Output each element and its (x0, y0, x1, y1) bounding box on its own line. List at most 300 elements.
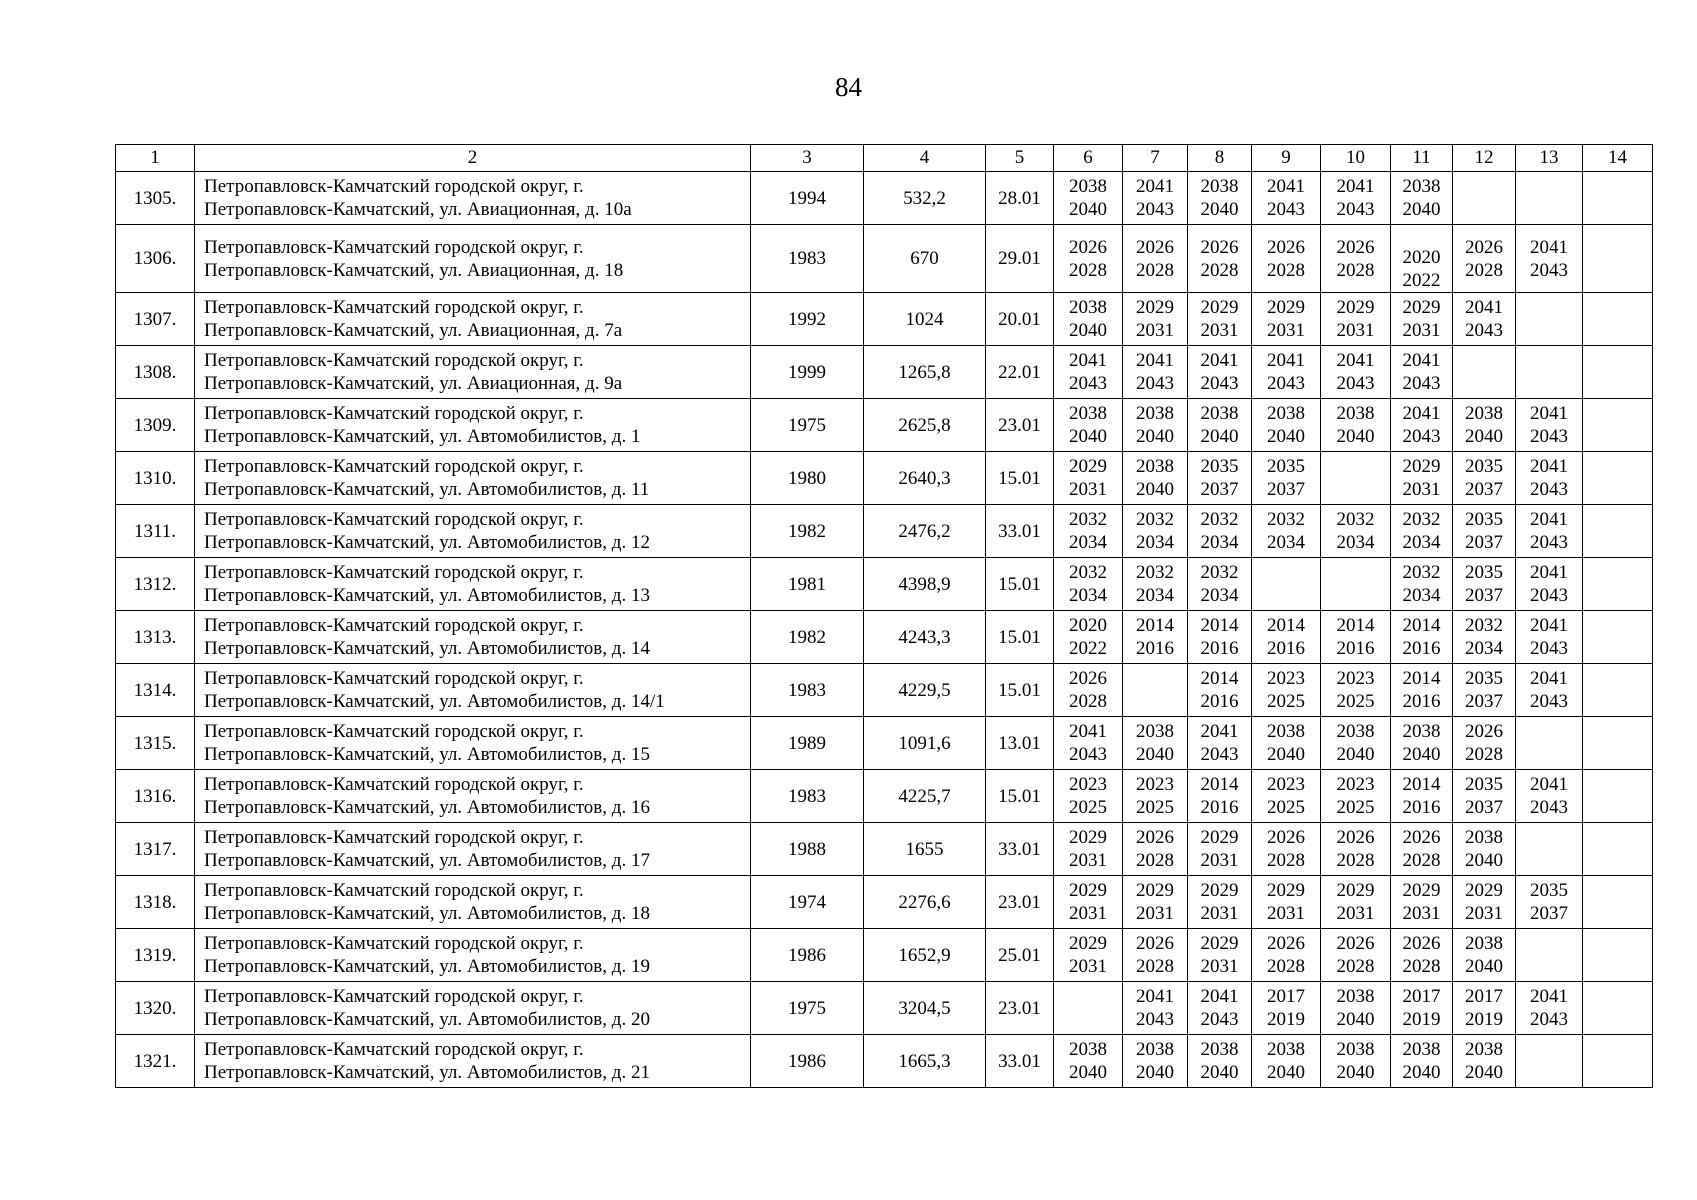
year-range-cell (1321, 823, 1391, 876)
year-value: 2016 (1402, 691, 1441, 712)
year-value: 2041 (1402, 350, 1441, 371)
year-value: 2035 (1465, 774, 1503, 795)
year-value: 2026 (1136, 827, 1174, 848)
year-value: 2029 (1200, 880, 1239, 901)
year-value: 2031 (1402, 320, 1441, 341)
year-value: 2023 (1336, 774, 1375, 795)
year-value: 2025 (1267, 797, 1305, 818)
year-range-cell (1391, 876, 1453, 929)
year-range-cell (1453, 293, 1516, 346)
year-range-cell (1516, 225, 1583, 293)
year-value: 2035 (1465, 509, 1503, 530)
year-value: 2043 (1530, 691, 1568, 712)
year-value: 2034 (1069, 532, 1107, 553)
address-cell (195, 929, 751, 982)
area-value: 670 (864, 225, 986, 293)
year-range-cell (1516, 929, 1583, 982)
year-value: 2031 (1402, 479, 1441, 500)
table-row (116, 558, 1653, 611)
year-value: 2043 (1530, 1009, 1568, 1030)
year-range-cell (1391, 505, 1453, 558)
year-value: 2035 (1465, 562, 1503, 583)
row-number: 1321. (116, 1035, 195, 1088)
year-value: 2031 (1200, 850, 1239, 871)
year-value: 2038 (1465, 1039, 1503, 1060)
year-range-cell (1583, 611, 1653, 664)
build-year: 1975 (751, 399, 864, 452)
area-value: 4243,3 (864, 611, 986, 664)
year-range-cell (1252, 717, 1321, 770)
year-value: 2040 (1136, 479, 1174, 500)
year-value: 2035 (1200, 456, 1239, 477)
year-value: 2029 (1267, 297, 1305, 318)
address-line: Петропавловск-Камчатский, ул. Автомобилистов, д. 13 (204, 585, 650, 606)
year-range-cell (1516, 823, 1583, 876)
year-range-cell (1123, 225, 1188, 293)
year-range-cell (1321, 1035, 1391, 1088)
year-range-cell (1123, 929, 1188, 982)
year-range-cell (1188, 505, 1252, 558)
year-value: 2017 (1267, 986, 1305, 1007)
year-value: 2043 (1136, 199, 1174, 220)
year-value: 2017 (1465, 986, 1503, 1007)
build-year: 1983 (751, 225, 864, 293)
year-value: 2040 (1069, 426, 1107, 447)
year-range-cell (1453, 225, 1516, 293)
year-value: 2032 (1136, 562, 1174, 583)
year-value: 2041 (1530, 615, 1568, 636)
address-line: Петропавловск-Камчатский, ул. Автомобилистов, д. 11 (204, 479, 650, 500)
year-range-cell (1252, 1035, 1321, 1088)
year-value: 2041 (1530, 509, 1568, 530)
year-value: 2031 (1200, 956, 1239, 977)
year-value: 2016 (1336, 638, 1375, 659)
year-value: 2028 (1336, 259, 1375, 281)
year-value: 2037 (1465, 585, 1503, 606)
year-value: 2040 (1136, 426, 1174, 447)
year-value: 2043 (1200, 744, 1239, 765)
year-range-cell (1453, 399, 1516, 452)
year-range-cell (1583, 664, 1653, 717)
build-year: 1986 (751, 1035, 864, 1088)
table-row (116, 611, 1653, 664)
table-row (116, 876, 1653, 929)
year-range-cell (1391, 172, 1453, 225)
year-value: 2014 (1402, 774, 1441, 795)
year-value: 2029 (1336, 880, 1375, 901)
year-value: 2014 (1402, 668, 1441, 689)
year-value: 2029 (1402, 880, 1441, 901)
year-range-cell (1123, 717, 1188, 770)
year-value: 2038 (1267, 1039, 1305, 1060)
year-range-cell (1054, 505, 1123, 558)
year-range-cell (1453, 611, 1516, 664)
year-value: 2026 (1136, 236, 1174, 258)
code-value: 33.01 (986, 1035, 1054, 1088)
table-row (116, 982, 1653, 1035)
year-range-cell (1321, 172, 1391, 225)
address-line: Петропавловск-Камчатский, ул. Автомобилистов, д. 15 (204, 744, 650, 765)
year-range-cell (1516, 452, 1583, 505)
year-value: 2043 (1200, 1009, 1239, 1030)
year-range-cell (1391, 1035, 1453, 1088)
row-number: 1305. (116, 172, 195, 225)
year-value: 2031 (1267, 903, 1305, 924)
table-row (116, 770, 1653, 823)
year-range-cell (1453, 558, 1516, 611)
year-range-cell (1123, 664, 1188, 717)
code-value: 20.01 (986, 293, 1054, 346)
year-value: 2034 (1402, 585, 1441, 606)
year-value: 2026 (1465, 721, 1503, 742)
column-header: 1 (116, 145, 195, 172)
year-value: 2016 (1200, 797, 1239, 818)
address-line: Петропавловск-Камчатский городской округ, г. (204, 986, 584, 1007)
year-value: 2040 (1336, 1009, 1375, 1030)
address-line: Петропавловск-Камчатский городской округ, г. (204, 456, 584, 477)
year-range-cell (1321, 225, 1391, 293)
year-value: 2029 (1465, 880, 1503, 901)
year-value: 2031 (1136, 903, 1174, 924)
table-row (116, 1035, 1653, 1088)
address-line: Петропавловск-Камчатский, ул. Автомобилистов, д. 14 (204, 638, 650, 659)
year-range-cell (1188, 452, 1252, 505)
year-range-cell (1123, 770, 1188, 823)
year-range-cell (1583, 293, 1653, 346)
year-range-cell (1188, 172, 1252, 225)
year-value: 2032 (1069, 562, 1107, 583)
year-range-cell (1321, 558, 1391, 611)
year-range-cell (1123, 982, 1188, 1035)
address-line: Петропавловск-Камчатский, ул. Автомобилистов, д. 1 (204, 426, 641, 447)
address-cell (195, 611, 751, 664)
address-line: Петропавловск-Камчатский, ул. Авиационная, д. 18 (204, 259, 624, 281)
table-row (116, 399, 1653, 452)
year-range-cell (1583, 982, 1653, 1035)
year-value: 2043 (1402, 373, 1441, 394)
column-header: 10 (1321, 145, 1391, 172)
area-value: 1265,8 (864, 346, 986, 399)
year-value: 2038 (1200, 1039, 1239, 1060)
table-row (116, 346, 1653, 399)
table-row (116, 929, 1653, 982)
address-line: Петропавловск-Камчатский, ул. Автомобилистов, д. 19 (204, 956, 650, 977)
row-number: 1320. (116, 982, 195, 1035)
year-value: 2029 (1069, 933, 1107, 954)
year-range-cell (1321, 293, 1391, 346)
address-cell (195, 558, 751, 611)
year-value: 2014 (1402, 615, 1441, 636)
year-value: 2032 (1402, 562, 1441, 583)
year-range-cell (1583, 876, 1653, 929)
code-value: 29.01 (986, 225, 1054, 293)
address-line: Петропавловск-Камчатский городской округ, г. (204, 615, 584, 636)
table-row (116, 452, 1653, 505)
year-range-cell (1054, 717, 1123, 770)
year-value: 2028 (1402, 956, 1441, 977)
column-header: 9 (1252, 145, 1321, 172)
year-value: 2029 (1069, 827, 1107, 848)
year-value: 2029 (1200, 827, 1239, 848)
year-value: 2028 (1267, 850, 1305, 871)
year-value: 2014 (1200, 668, 1239, 689)
address-line: Петропавловск-Камчатский, ул. Автомобилистов, д. 12 (204, 532, 650, 553)
year-value: 2034 (1465, 638, 1503, 659)
code-value: 25.01 (986, 929, 1054, 982)
year-value: 2016 (1136, 638, 1174, 659)
year-value: 2025 (1136, 797, 1174, 818)
year-value: 2037 (1200, 479, 1239, 500)
year-value: 2038 (1402, 1039, 1441, 1060)
year-value: 2023 (1069, 774, 1107, 795)
column-header: 7 (1123, 145, 1188, 172)
column-header: 4 (864, 145, 986, 172)
year-value: 2026 (1465, 236, 1503, 258)
year-range-cell (1516, 664, 1583, 717)
year-value: 2041 (1267, 350, 1305, 371)
address-cell (195, 505, 751, 558)
year-range-cell (1123, 558, 1188, 611)
year-value: 2040 (1136, 744, 1174, 765)
address-line: Петропавловск-Камчатский, ул. Авиационная, д. 10а (204, 199, 632, 220)
year-range-cell (1391, 929, 1453, 982)
address-line: Петропавловск-Камчатский, ул. Авиационная, д. 9а (204, 373, 623, 394)
year-value: 2028 (1465, 744, 1503, 765)
year-value: 2028 (1336, 850, 1375, 871)
year-value: 2014 (1267, 615, 1305, 636)
address-cell (195, 172, 751, 225)
year-value: 2041 (1069, 721, 1107, 742)
table-row (116, 225, 1653, 293)
year-range-cell (1321, 929, 1391, 982)
year-value: 2041 (1336, 350, 1375, 371)
row-number: 1308. (116, 346, 195, 399)
year-range-cell (1054, 770, 1123, 823)
area-value: 2640,3 (864, 452, 986, 505)
address-cell (195, 664, 751, 717)
year-value: 2014 (1336, 615, 1375, 636)
row-number: 1307. (116, 293, 195, 346)
year-range-cell (1321, 770, 1391, 823)
year-value: 2038 (1200, 403, 1239, 424)
year-range-cell (1188, 611, 1252, 664)
year-value: 2032 (1336, 509, 1375, 530)
year-value: 2041 (1136, 986, 1174, 1007)
build-year: 1999 (751, 346, 864, 399)
year-value: 2026 (1267, 933, 1305, 954)
year-range-cell (1516, 346, 1583, 399)
year-value: 2037 (1465, 479, 1503, 500)
year-value: 2038 (1402, 176, 1441, 197)
year-value: 2043 (1336, 373, 1375, 394)
year-range-cell (1054, 876, 1123, 929)
year-value: 2038 (1136, 403, 1174, 424)
year-range-cell (1391, 558, 1453, 611)
year-value: 2028 (1136, 956, 1174, 977)
year-range-cell (1516, 770, 1583, 823)
year-range-cell (1391, 717, 1453, 770)
address-cell (195, 823, 751, 876)
code-value: 33.01 (986, 823, 1054, 876)
year-range-cell (1516, 1035, 1583, 1088)
row-number: 1309. (116, 399, 195, 452)
table-row (116, 823, 1653, 876)
address-cell (195, 1035, 751, 1088)
year-value: 2040 (1402, 1062, 1441, 1083)
area-value: 2625,8 (864, 399, 986, 452)
code-value: 28.01 (986, 172, 1054, 225)
year-value: 2034 (1136, 585, 1174, 606)
year-value: 2035 (1267, 456, 1305, 477)
column-header: 13 (1516, 145, 1583, 172)
year-range-cell (1054, 399, 1123, 452)
build-year: 1988 (751, 823, 864, 876)
year-range-cell (1583, 172, 1653, 225)
year-range-cell (1391, 982, 1453, 1035)
year-value: 2016 (1267, 638, 1305, 659)
year-range-cell (1188, 664, 1252, 717)
year-range-cell (1516, 558, 1583, 611)
year-value: 2037 (1465, 691, 1503, 712)
year-range-cell (1252, 982, 1321, 1035)
year-value: 2026 (1267, 827, 1305, 848)
year-range-cell (1583, 929, 1653, 982)
year-value: 2029 (1136, 880, 1174, 901)
year-value: 2014 (1136, 615, 1174, 636)
year-value: 2038 (1465, 403, 1503, 424)
year-value: 2017 (1402, 986, 1441, 1007)
year-value: 2041 (1136, 350, 1174, 371)
year-value: 2038 (1336, 986, 1375, 1007)
year-range-cell (1188, 770, 1252, 823)
year-range-cell (1453, 929, 1516, 982)
year-value: 2028 (1267, 956, 1305, 977)
row-number: 1310. (116, 452, 195, 505)
year-value: 2038 (1069, 297, 1107, 318)
address-line: Петропавловск-Камчатский городской округ, г. (204, 880, 584, 901)
year-value: 2038 (1465, 933, 1503, 954)
year-range-cell (1321, 664, 1391, 717)
year-range-cell (1123, 823, 1188, 876)
year-value: 2031 (1136, 320, 1174, 341)
year-range-cell (1583, 225, 1653, 293)
year-value: 2034 (1336, 532, 1375, 553)
code-value: 23.01 (986, 399, 1054, 452)
year-value: 2040 (1136, 1062, 1174, 1083)
year-value: 2041 (1530, 403, 1568, 424)
column-header: 3 (751, 145, 864, 172)
code-value: 23.01 (986, 982, 1054, 1035)
build-year: 1983 (751, 664, 864, 717)
year-value: 2032 (1069, 509, 1107, 530)
area-value: 4398,9 (864, 558, 986, 611)
year-value: 2025 (1336, 691, 1375, 712)
page-number: 84 (835, 72, 862, 102)
address-cell (195, 399, 751, 452)
year-value: 2026 (1336, 933, 1375, 954)
year-range-cell (1252, 558, 1321, 611)
year-value: 2019 (1267, 1009, 1305, 1030)
build-year: 1974 (751, 876, 864, 929)
year-range-cell (1583, 717, 1653, 770)
year-range-cell (1054, 664, 1123, 717)
year-value: 2029 (1402, 297, 1441, 318)
year-value: 2034 (1267, 532, 1305, 553)
area-value: 532,2 (864, 172, 986, 225)
year-value: 2016 (1200, 691, 1239, 712)
year-range-cell (1252, 823, 1321, 876)
column-header: 6 (1054, 145, 1123, 172)
year-value: 2038 (1136, 1039, 1174, 1060)
year-value: 2040 (1336, 426, 1375, 447)
year-value: 2028 (1336, 956, 1375, 977)
year-value: 2022 (1402, 270, 1441, 291)
year-value: 2040 (1069, 320, 1107, 341)
year-range-cell (1321, 982, 1391, 1035)
area-value: 4225,7 (864, 770, 986, 823)
area-value: 1091,6 (864, 717, 986, 770)
build-year: 1982 (751, 611, 864, 664)
year-range-cell (1583, 505, 1653, 558)
year-range-cell (1391, 346, 1453, 399)
year-range-cell (1054, 611, 1123, 664)
year-value: 2041 (1402, 403, 1441, 424)
row-number: 1314. (116, 664, 195, 717)
year-value: 2038 (1336, 403, 1375, 424)
year-range-cell (1188, 225, 1252, 293)
year-value: 2023 (1336, 668, 1375, 689)
row-number: 1318. (116, 876, 195, 929)
row-number: 1319. (116, 929, 195, 982)
area-value: 1655 (864, 823, 986, 876)
year-range-cell (1252, 172, 1321, 225)
year-range-cell (1188, 929, 1252, 982)
code-value: 22.01 (986, 346, 1054, 399)
year-value: 2029 (1336, 297, 1375, 318)
year-value: 2037 (1465, 532, 1503, 553)
year-range-cell (1054, 823, 1123, 876)
row-number: 1306. (116, 225, 195, 293)
year-value: 2029 (1069, 456, 1107, 477)
year-value: 2040 (1336, 744, 1375, 765)
year-range-cell (1391, 399, 1453, 452)
year-range-cell (1123, 172, 1188, 225)
year-range-cell (1123, 505, 1188, 558)
year-value: 2043 (1267, 373, 1305, 394)
year-value: 2034 (1200, 532, 1239, 553)
year-range-cell (1054, 225, 1123, 293)
year-value: 2028 (1136, 850, 1174, 871)
area-value: 2476,2 (864, 505, 986, 558)
year-value: 2028 (1200, 259, 1239, 281)
year-value: 2032 (1402, 509, 1441, 530)
year-value: 2040 (1465, 956, 1503, 977)
year-value: 2031 (1402, 903, 1441, 924)
year-value: 2038 (1069, 1039, 1107, 1060)
year-value: 2040 (1200, 199, 1239, 220)
year-value: 2043 (1200, 373, 1239, 394)
year-range-cell (1391, 611, 1453, 664)
year-value: 2041 (1200, 721, 1239, 742)
year-value: 2040 (1200, 1062, 1239, 1083)
area-value: 1024 (864, 293, 986, 346)
year-value: 2040 (1336, 1062, 1375, 1083)
year-range-cell (1516, 982, 1583, 1035)
build-year: 1982 (751, 505, 864, 558)
area-value: 1665,3 (864, 1035, 986, 1088)
area-value: 3204,5 (864, 982, 986, 1035)
year-range-cell (1252, 770, 1321, 823)
